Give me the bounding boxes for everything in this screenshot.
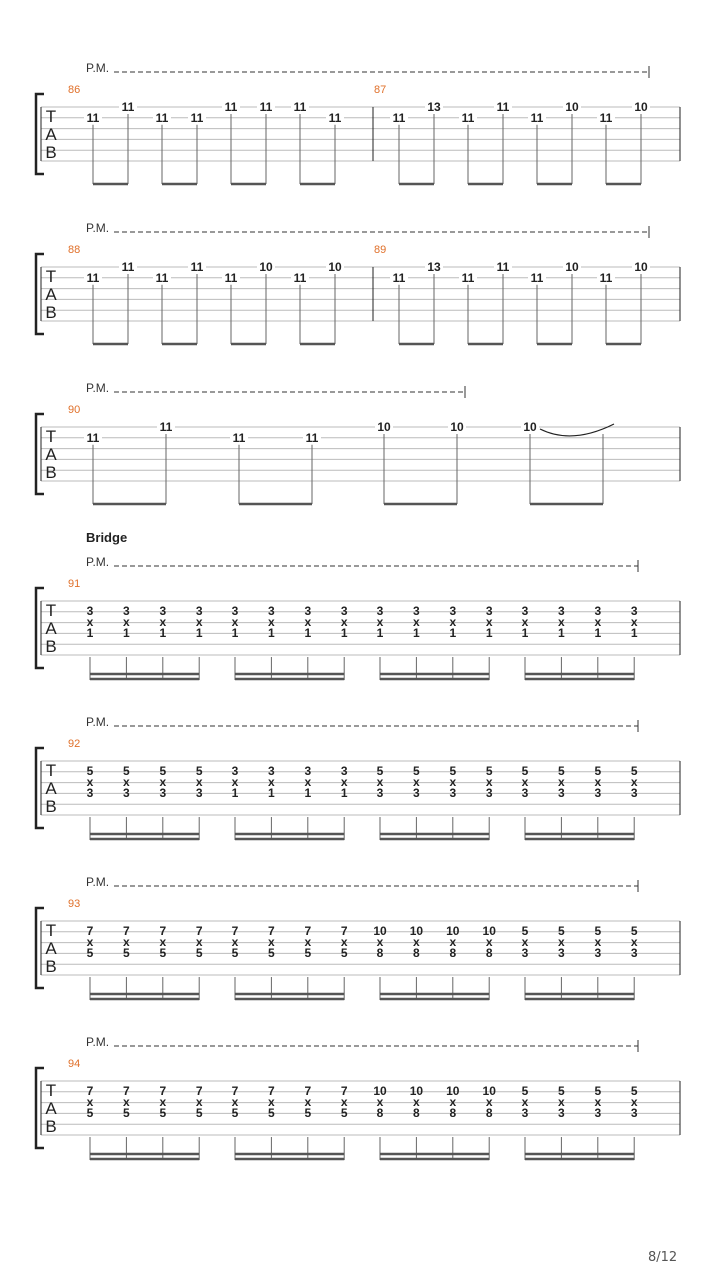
fret-number: x — [594, 775, 602, 789]
fret-number: x — [594, 615, 602, 629]
fret-number: x — [86, 935, 94, 949]
fret-number: 5 — [123, 764, 130, 778]
fret-number: 11 — [224, 270, 238, 285]
fret-number: x — [485, 615, 493, 629]
fret-number: x — [268, 775, 275, 789]
fret-number: x — [521, 615, 529, 629]
fret-number: 5 — [268, 1106, 275, 1120]
fret-number: x — [630, 775, 638, 789]
fret-number: 3 — [159, 604, 167, 618]
fret-number: 7 — [340, 1084, 348, 1098]
fret-number: 5 — [594, 1084, 602, 1098]
fret-number: x — [86, 775, 94, 789]
fret-number: 3 — [340, 764, 348, 778]
fret-number: x — [159, 935, 167, 949]
section-label: Bridge — [86, 530, 128, 545]
tab-clef-a: A — [45, 125, 57, 144]
fret-number: 1 — [304, 786, 312, 800]
tab-clef-a: A — [45, 445, 57, 464]
fret-number: x — [558, 775, 565, 789]
tab-system-90 — [36, 381, 680, 504]
fret-number: 10 — [565, 260, 579, 274]
fret-number: 5 — [376, 764, 384, 778]
fret-number: 5 — [86, 946, 94, 960]
fret-number: 11 — [224, 100, 238, 114]
fret-number: 3 — [268, 764, 275, 778]
fret-number: x — [449, 615, 457, 629]
fret-number: 11 — [392, 270, 406, 285]
fret-number: 5 — [304, 946, 312, 960]
fret-number: 7 — [195, 1084, 203, 1098]
fret-number: x — [630, 615, 638, 629]
fret-number: 11 — [392, 110, 406, 125]
fret-number: x — [231, 615, 239, 629]
fret-number: x — [449, 775, 457, 789]
tab-clef-b: B — [45, 957, 57, 976]
fret-number: x — [413, 615, 420, 629]
fret-number: x — [558, 615, 565, 629]
fret-number: x — [159, 775, 167, 789]
fret-number: 3 — [449, 786, 457, 800]
fret-number: 11 — [155, 270, 169, 285]
fret-number: 10 — [634, 260, 648, 274]
fret-number: 11 — [86, 430, 100, 445]
fret-number: 3 — [594, 604, 602, 618]
tab-system-88 — [36, 221, 680, 344]
fret-number: 11 — [328, 110, 342, 125]
tab-clef-t: T — [45, 921, 57, 940]
fret-number: x — [231, 1095, 239, 1109]
fret-number: 11 — [599, 110, 613, 125]
fret-number: 11 — [86, 270, 100, 285]
tab-clef-t: T — [45, 107, 57, 126]
fret-number: 3 — [558, 786, 565, 800]
fret-number: 5 — [304, 1106, 312, 1120]
fret-number: 7 — [159, 1084, 167, 1098]
fret-number: 3 — [630, 1106, 638, 1120]
fret-number: x — [123, 615, 130, 629]
fret-number: 3 — [195, 604, 203, 618]
fret-number: 3 — [449, 604, 457, 618]
fret-number: 11 — [190, 260, 204, 274]
fret-number: 3 — [304, 764, 312, 778]
fret-number: 10 — [565, 100, 579, 114]
fret-number: x — [594, 1095, 602, 1109]
fret-number: x — [413, 1095, 420, 1109]
fret-number: 3 — [340, 604, 348, 618]
fret-number: 3 — [413, 786, 420, 800]
fret-number: 11 — [121, 260, 135, 274]
fret-number: 5 — [231, 946, 239, 960]
fret-number: 7 — [159, 924, 167, 938]
tab-clef-b: B — [45, 463, 57, 482]
fret-number: 1 — [413, 626, 420, 640]
fret-number: 5 — [630, 924, 638, 938]
fret-number: 1 — [340, 786, 348, 800]
tab-clef-t: T — [45, 1081, 57, 1100]
fret-number: x — [376, 775, 384, 789]
fret-number: 1 — [340, 626, 348, 640]
fret-number: 3 — [304, 604, 312, 618]
palm-mute-label: P.M. — [86, 555, 110, 569]
measure-number: 92 — [68, 738, 81, 750]
fret-number: 11 — [293, 270, 307, 285]
fret-number: 8 — [376, 1106, 384, 1120]
fret-number: x — [630, 1095, 638, 1109]
fret-number: 13 — [427, 260, 441, 274]
system-bracket — [36, 908, 44, 988]
tab-clef-b: B — [45, 797, 57, 816]
fret-number: x — [449, 935, 457, 949]
fret-number: 1 — [594, 626, 602, 640]
fret-number: 5 — [558, 924, 565, 938]
palm-mute-label: P.M. — [86, 1035, 110, 1049]
fret-number: x — [195, 935, 203, 949]
fret-number: 3 — [195, 786, 203, 800]
fret-number: 3 — [521, 786, 529, 800]
fret-number: 3 — [231, 604, 239, 618]
system-bracket — [36, 1068, 44, 1148]
measure-number: 89 — [374, 244, 387, 256]
fret-number: 1 — [485, 626, 493, 640]
fret-number: x — [304, 935, 312, 949]
fret-number: 3 — [521, 604, 529, 618]
fret-number: 1 — [268, 786, 275, 800]
fret-number: 3 — [159, 786, 167, 800]
tab-clef-b: B — [45, 1117, 57, 1136]
system-bracket — [36, 414, 44, 494]
fret-number: x — [376, 615, 384, 629]
fret-number: x — [558, 1095, 565, 1109]
fret-number: 11 — [599, 270, 613, 285]
fret-number: 3 — [558, 1106, 565, 1120]
palm-mute-label: P.M. — [86, 381, 110, 395]
fret-number: 7 — [231, 924, 239, 938]
fret-number: 11 — [496, 100, 510, 114]
system-bracket — [36, 748, 44, 828]
fret-number: 3 — [594, 1106, 602, 1120]
fret-number: 8 — [449, 946, 457, 960]
palm-mute-label: P.M. — [86, 715, 110, 729]
fret-number: 1 — [268, 626, 275, 640]
fret-number: 11 — [232, 430, 246, 445]
fret-number: x — [485, 1095, 493, 1109]
fret-number: 11 — [530, 110, 544, 125]
fret-number: 5 — [268, 946, 275, 960]
fret-number: x — [485, 935, 493, 949]
tab-system-94 — [36, 1035, 680, 1160]
measure-number: 90 — [68, 404, 81, 416]
palm-mute-label: P.M. — [86, 61, 110, 75]
fret-number: 7 — [86, 1084, 94, 1098]
fret-number: x — [413, 775, 420, 789]
fret-number: 3 — [86, 604, 94, 618]
fret-number: x — [195, 1095, 203, 1109]
fret-number: 1 — [195, 626, 203, 640]
fret-number: 10 — [377, 420, 391, 434]
fret-number: 7 — [123, 1084, 130, 1098]
page-number: 8/12 — [648, 1250, 678, 1265]
fret-number: 3 — [594, 786, 602, 800]
palm-mute-label: P.M. — [86, 221, 110, 235]
fret-number: x — [268, 1095, 275, 1109]
fret-number: 3 — [376, 604, 384, 618]
tab-clef-t: T — [45, 601, 57, 620]
measure-number: 87 — [374, 84, 387, 96]
fret-number: 1 — [558, 626, 565, 640]
fret-number: x — [123, 775, 130, 789]
fret-number: x — [340, 1095, 348, 1109]
fret-number: 5 — [449, 764, 457, 778]
fret-number: 3 — [123, 786, 130, 800]
fret-number: 7 — [340, 924, 348, 938]
fret-number: 5 — [86, 1106, 94, 1120]
fret-number: 8 — [485, 1106, 493, 1120]
fret-number: 13 — [427, 100, 441, 114]
fret-number: 5 — [159, 1106, 167, 1120]
fret-number: 10 — [634, 100, 648, 114]
fret-number: 7 — [86, 924, 94, 938]
fret-number: 10 — [523, 420, 537, 434]
fret-number: 1 — [521, 626, 529, 640]
fret-number: 1 — [86, 626, 94, 640]
fret-number: 11 — [461, 110, 475, 125]
fret-number: 8 — [376, 946, 384, 960]
fret-number: 5 — [521, 924, 529, 938]
system-bracket — [36, 254, 44, 334]
fret-number: x — [304, 615, 312, 629]
measure-number: 93 — [68, 898, 81, 910]
fret-number: 5 — [231, 1106, 239, 1120]
fret-number: 3 — [558, 946, 565, 960]
fret-number: 1 — [630, 626, 638, 640]
fret-number: 5 — [558, 764, 565, 778]
fret-number: 5 — [558, 1084, 565, 1098]
fret-number: x — [340, 615, 348, 629]
fret-number: 5 — [159, 946, 167, 960]
fret-number: 5 — [594, 764, 602, 778]
fret-number: x — [159, 615, 167, 629]
fret-number: 7 — [195, 924, 203, 938]
fret-number: x — [86, 615, 94, 629]
fret-number: 1 — [231, 786, 239, 800]
fret-number: 3 — [485, 604, 493, 618]
fret-number: x — [521, 775, 529, 789]
fret-number: 7 — [268, 1084, 275, 1098]
fret-number: 3 — [630, 786, 638, 800]
tab-clef-t: T — [45, 267, 57, 286]
fret-number: 1 — [123, 626, 130, 640]
fret-number: x — [159, 1095, 167, 1109]
fret-number: 5 — [195, 946, 203, 960]
fret-number: x — [231, 935, 239, 949]
system-bracket — [36, 94, 44, 174]
fret-number: 5 — [123, 1106, 130, 1120]
tab-clef-a: A — [45, 619, 57, 638]
fret-number: 5 — [521, 1084, 529, 1098]
fret-number: 11 — [86, 110, 100, 125]
fret-number: 5 — [413, 764, 420, 778]
fret-number: 10 — [482, 1084, 496, 1098]
tab-clef-b: B — [45, 143, 57, 162]
fret-number: 1 — [231, 626, 239, 640]
tab-clef-t: T — [45, 427, 57, 446]
tab-system-93 — [36, 875, 680, 1000]
fret-number: x — [304, 775, 312, 789]
fret-number: 11 — [530, 270, 544, 285]
fret-number: 7 — [304, 1084, 312, 1098]
fret-number: 10 — [409, 924, 424, 938]
tab-clef-a: A — [45, 939, 57, 958]
measure-number: 94 — [68, 1058, 81, 1070]
fret-number: x — [304, 1095, 312, 1109]
fret-number: x — [231, 775, 239, 789]
fret-number: x — [340, 775, 348, 789]
tab-system-92 — [36, 715, 680, 840]
fret-number: 5 — [195, 1106, 203, 1120]
fret-number: x — [485, 775, 493, 789]
fret-number: 11 — [461, 270, 475, 285]
fret-number: 11 — [259, 100, 273, 114]
fret-number: 3 — [86, 786, 94, 800]
fret-number: x — [521, 1095, 529, 1109]
fret-number: 5 — [340, 946, 348, 960]
fret-number: x — [594, 935, 602, 949]
fret-number: 11 — [305, 430, 319, 445]
fret-number: 3 — [630, 946, 638, 960]
fret-number: 5 — [86, 764, 94, 778]
fret-number: x — [268, 935, 275, 949]
fret-number: 5 — [123, 946, 130, 960]
fret-number: 11 — [496, 260, 510, 274]
fret-number: 11 — [121, 100, 135, 114]
fret-number: 3 — [594, 946, 602, 960]
tab-clef-b: B — [45, 637, 57, 656]
measure-number: 86 — [68, 84, 81, 96]
fret-number: 7 — [123, 924, 130, 938]
fret-number: 3 — [521, 1106, 529, 1120]
system-bracket — [36, 588, 44, 668]
fret-number: 10 — [450, 420, 464, 434]
fret-number: 10 — [373, 924, 387, 938]
measure-number: 91 — [68, 578, 81, 590]
fret-number: 8 — [449, 1106, 457, 1120]
fret-number: 3 — [376, 786, 384, 800]
fret-number: 11 — [155, 110, 169, 125]
fret-number: 8 — [413, 946, 420, 960]
fret-number: 3 — [521, 946, 529, 960]
fret-number: 3 — [123, 604, 130, 618]
fret-number: 3 — [231, 764, 239, 778]
fret-number: 10 — [373, 1084, 387, 1098]
fret-number: x — [340, 935, 348, 949]
fret-number: 10 — [328, 260, 342, 274]
fret-number: 1 — [449, 626, 457, 640]
fret-number: 1 — [376, 626, 384, 640]
palm-mute-label: P.M. — [86, 875, 110, 889]
tab-clef-a: A — [45, 1099, 57, 1118]
fret-number: 10 — [482, 924, 496, 938]
fret-number: x — [86, 1095, 94, 1109]
fret-number: 11 — [190, 110, 204, 125]
fret-number: x — [521, 935, 529, 949]
fret-number: x — [413, 935, 420, 949]
fret-number: 7 — [231, 1084, 239, 1098]
tab-system-91 — [36, 530, 680, 680]
fret-number: 10 — [446, 1084, 460, 1098]
fret-number: 11 — [159, 420, 173, 434]
tab-clef-a: A — [45, 779, 57, 798]
fret-number: 10 — [409, 1084, 424, 1098]
fret-number: 10 — [259, 260, 273, 274]
fret-number: x — [376, 935, 384, 949]
fret-number: 11 — [293, 100, 307, 114]
fret-number: x — [195, 775, 203, 789]
measure-number: 88 — [68, 244, 81, 256]
fret-number: x — [630, 935, 638, 949]
tab-system-86 — [36, 61, 680, 184]
fret-number: 3 — [485, 786, 493, 800]
fret-number: 7 — [304, 924, 312, 938]
fret-number: 3 — [558, 604, 565, 618]
fret-number: x — [268, 615, 275, 629]
fret-number: x — [123, 935, 130, 949]
tab-clef-a: A — [45, 285, 57, 304]
tab-clef-t: T — [45, 761, 57, 780]
fret-number: 5 — [485, 764, 493, 778]
fret-number: 5 — [594, 924, 602, 938]
fret-number: 3 — [630, 604, 638, 618]
fret-number: 3 — [413, 604, 420, 618]
fret-number: x — [558, 935, 565, 949]
fret-number: 5 — [340, 1106, 348, 1120]
fret-number: 7 — [268, 924, 275, 938]
fret-number: 10 — [446, 924, 460, 938]
fret-number: 8 — [485, 946, 493, 960]
fret-number: 5 — [195, 764, 203, 778]
fret-number: x — [123, 1095, 130, 1109]
fret-number: x — [195, 615, 203, 629]
tab-clef-b: B — [45, 303, 57, 322]
fret-number: x — [449, 1095, 457, 1109]
fret-number: 3 — [268, 604, 275, 618]
fret-number: 5 — [159, 764, 167, 778]
fret-number: 1 — [304, 626, 312, 640]
fret-number: 5 — [521, 764, 529, 778]
fret-number: 8 — [413, 1106, 420, 1120]
fret-number: x — [376, 1095, 384, 1109]
fret-number: 1 — [159, 626, 167, 640]
fret-number: 5 — [630, 1084, 638, 1098]
fret-number: 5 — [630, 764, 638, 778]
